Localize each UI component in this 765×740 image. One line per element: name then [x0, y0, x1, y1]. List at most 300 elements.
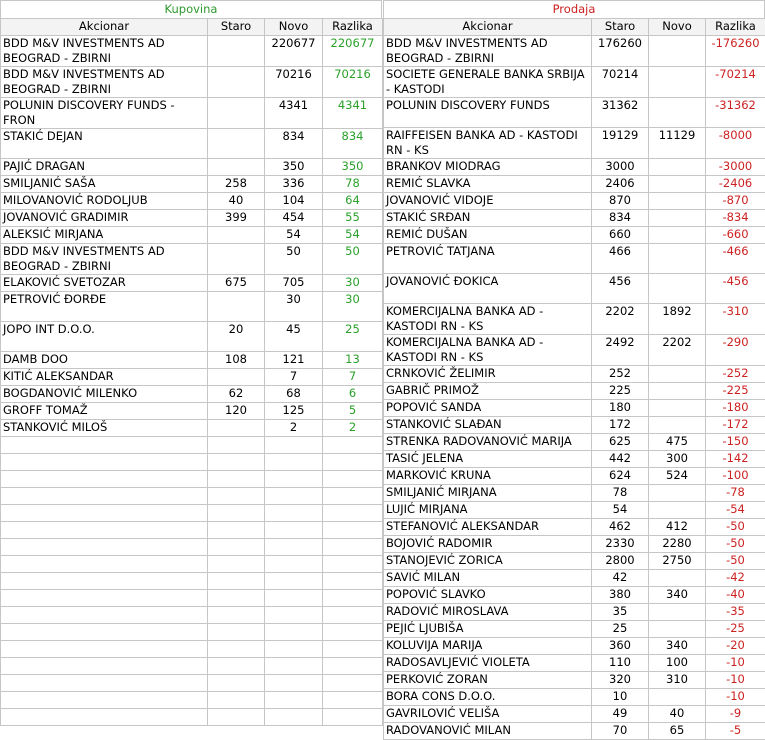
buy-cell-novo	[265, 539, 323, 556]
sell-table-row[interactable]	[384, 67, 765, 98]
buy-cell-staro	[208, 98, 265, 129]
sell-cell-novo: 300	[649, 451, 706, 468]
buy-col-akcionar[interactable]: Akcionar	[1, 19, 208, 36]
sell-cell-razlika: -150	[706, 434, 765, 451]
buy-cell-razlika	[323, 692, 383, 709]
buy-cell-novo	[265, 709, 323, 726]
sell-cell-novo: 65	[649, 723, 706, 740]
sell-cell-novo: 2750	[649, 553, 706, 570]
sell-cell-staro: 180	[592, 400, 649, 417]
buy-cell-staro	[208, 658, 265, 675]
buy-table-row[interactable]	[1, 590, 383, 607]
sell-cell-razlika: -10	[706, 689, 765, 706]
sell-cell-novo	[649, 98, 706, 128]
buy-table-row[interactable]	[1, 159, 383, 176]
buy-cell-novo: 70216	[265, 67, 323, 98]
sell-cell-akcionar: BOJOVIĆ RADOMIR	[384, 536, 592, 553]
buy-cell-novo	[265, 675, 323, 692]
buy-cell-akcionar: DAMB DOO	[1, 352, 208, 369]
buy-cell-akcionar	[1, 488, 208, 505]
buy-cell-novo: 350	[265, 159, 323, 176]
sell-table-row[interactable]	[384, 434, 765, 451]
sell-table-row[interactable]	[384, 36, 765, 67]
buy-cell-akcionar	[1, 658, 208, 675]
sell-cell-novo	[649, 193, 706, 210]
sell-cell-novo	[649, 176, 706, 193]
sell-cell-novo: 340	[649, 587, 706, 604]
sell-cell-staro: 31362	[592, 98, 649, 128]
buy-cell-novo	[265, 692, 323, 709]
sell-panel-title: Prodaja	[383, 0, 765, 18]
sell-table-row[interactable]	[384, 128, 765, 159]
buy-col-razlika[interactable]: Razlika	[323, 19, 383, 36]
sell-cell-novo	[649, 689, 706, 706]
sell-cell-akcionar: PETROVIĆ TATJANA	[384, 244, 592, 274]
sell-cell-akcionar: KOMERCIJALNA BANKA AD - KASTODI RN - KS	[384, 304, 592, 335]
sell-table	[383, 18, 765, 740]
sell-cell-staro: 466	[592, 244, 649, 274]
sell-cell-staro: 3000	[592, 159, 649, 176]
buy-cell-akcionar	[1, 573, 208, 590]
buy-table-row[interactable]	[1, 352, 383, 369]
sell-cell-akcionar: POPOVIĆ SLAVKO	[384, 587, 592, 604]
sell-col-razlika[interactable]: Razlika	[706, 19, 765, 36]
sell-cell-staro: 2406	[592, 176, 649, 193]
sell-table-row[interactable]	[384, 417, 765, 434]
buy-cell-staro	[208, 471, 265, 488]
sell-cell-staro: 25	[592, 621, 649, 638]
buy-cell-razlika	[323, 624, 383, 641]
buy-cell-akcionar: BDD M&V INVESTMENTS AD BEOGRAD - ZBIRNI	[1, 36, 208, 67]
buy-cell-razlika: 50	[323, 244, 383, 275]
buy-cell-staro	[208, 67, 265, 98]
buy-table-row[interactable]	[1, 210, 383, 227]
sell-cell-novo	[649, 244, 706, 274]
buy-cell-staro	[208, 36, 265, 67]
buy-table-row[interactable]	[1, 709, 383, 726]
buy-cell-staro	[208, 675, 265, 692]
buy-cell-staro	[208, 624, 265, 641]
buy-cell-staro	[208, 454, 265, 471]
buy-table-row[interactable]	[1, 275, 383, 292]
buy-cell-staro: 40	[208, 193, 265, 210]
buy-cell-staro: 258	[208, 176, 265, 193]
sell-cell-akcionar: PEJIĆ LJUBIŠA	[384, 621, 592, 638]
buy-table-row[interactable]	[1, 98, 383, 129]
sell-table-row[interactable]	[384, 485, 765, 502]
sell-cell-novo: 40	[649, 706, 706, 723]
sell-cell-novo	[649, 400, 706, 417]
buy-cell-razlika	[323, 658, 383, 675]
sell-cell-novo	[649, 485, 706, 502]
buy-cell-razlika	[323, 573, 383, 590]
buy-cell-razlika: 30	[323, 275, 383, 292]
buy-cell-novo	[265, 454, 323, 471]
buy-table-row[interactable]	[1, 292, 383, 322]
buy-cell-razlika: 2	[323, 420, 383, 437]
buy-table-row[interactable]	[1, 244, 383, 275]
buy-panel	[0, 0, 382, 726]
buy-cell-novo	[265, 573, 323, 590]
buy-cell-novo	[265, 488, 323, 505]
buy-cell-akcionar: GROFF TOMAŽ	[1, 403, 208, 420]
sell-cell-staro: 54	[592, 502, 649, 519]
sell-cell-staro: 462	[592, 519, 649, 536]
buy-cell-razlika: 13	[323, 352, 383, 369]
sell-cell-staro: 70	[592, 723, 649, 740]
buy-cell-novo: 705	[265, 275, 323, 292]
sell-cell-akcionar: BRANKOV MIODRAG	[384, 159, 592, 176]
buy-cell-razlika	[323, 675, 383, 692]
buy-table-row[interactable]	[1, 624, 383, 641]
buy-cell-novo: 220677	[265, 36, 323, 67]
buy-panel-title: Kupovina	[0, 0, 382, 18]
sell-cell-akcionar: CRNKOVIĆ ŽELIMIR	[384, 366, 592, 383]
buy-table-row[interactable]	[1, 193, 383, 210]
sell-table-row[interactable]	[384, 274, 765, 304]
sell-cell-novo: 100	[649, 655, 706, 672]
buy-cell-akcionar: BDD M&V INVESTMENTS AD BEOGRAD - ZBIRNI	[1, 67, 208, 98]
sell-cell-staro: 2202	[592, 304, 649, 335]
sell-cell-akcionar: GABRIČ PRIMOŽ	[384, 383, 592, 400]
buy-cell-akcionar: SMILJANIĆ SAŠA	[1, 176, 208, 193]
buy-cell-razlika	[323, 607, 383, 624]
sell-cell-novo: 310	[649, 672, 706, 689]
sell-table-row[interactable]	[384, 98, 765, 128]
sell-panel	[383, 0, 765, 740]
buy-cell-razlika: 30	[323, 292, 383, 322]
sell-table-row[interactable]	[384, 176, 765, 193]
buy-cell-novo: 45	[265, 322, 323, 352]
sell-cell-staro: 70214	[592, 67, 649, 98]
buy-cell-staro	[208, 692, 265, 709]
sell-cell-novo	[649, 570, 706, 587]
sell-cell-razlika: -252	[706, 366, 765, 383]
buy-cell-razlika: 350	[323, 159, 383, 176]
sell-table-row[interactable]	[384, 210, 765, 227]
sell-cell-akcionar: SAVIĆ MILAN	[384, 570, 592, 587]
buy-cell-akcionar: PETROVIĆ ĐORĐE	[1, 292, 208, 322]
buy-table-row[interactable]	[1, 658, 383, 675]
buy-cell-staro	[208, 244, 265, 275]
buy-table-row[interactable]	[1, 556, 383, 573]
buy-cell-staro	[208, 369, 265, 386]
sell-cell-razlika: -50	[706, 536, 765, 553]
sell-cell-razlika: -660	[706, 227, 765, 244]
sell-cell-akcionar: PERKOVIĆ ZORAN	[384, 672, 592, 689]
buy-table-row[interactable]	[1, 322, 383, 352]
sell-cell-razlika: -9	[706, 706, 765, 723]
sell-cell-staro: 110	[592, 655, 649, 672]
buy-cell-akcionar	[1, 437, 208, 454]
buy-cell-staro	[208, 488, 265, 505]
buy-cell-novo	[265, 505, 323, 522]
sell-table-row[interactable]	[384, 570, 765, 587]
buy-table-row[interactable]	[1, 129, 383, 159]
buy-cell-novo: 30	[265, 292, 323, 322]
sell-table-row[interactable]	[384, 689, 765, 706]
sell-cell-akcionar: RAIFFEISEN BANKA AD - KASTODI RN - KS	[384, 128, 592, 159]
sell-cell-novo: 2280	[649, 536, 706, 553]
sell-cell-razlika: -8000	[706, 128, 765, 159]
sell-cell-razlika: -70214	[706, 67, 765, 98]
buy-table-row[interactable]	[1, 386, 383, 403]
buy-cell-novo	[265, 590, 323, 607]
sell-cell-akcionar: STANKOVIĆ SLAĐAN	[384, 417, 592, 434]
buy-table-row[interactable]	[1, 471, 383, 488]
sell-cell-razlika: -10	[706, 655, 765, 672]
sell-cell-razlika: -3000	[706, 159, 765, 176]
buy-cell-razlika	[323, 471, 383, 488]
sell-cell-razlika: -290	[706, 335, 765, 366]
buy-cell-staro	[208, 437, 265, 454]
sell-table-row[interactable]	[384, 655, 765, 672]
sell-cell-staro: 19129	[592, 128, 649, 159]
buy-cell-akcionar	[1, 522, 208, 539]
buy-table-row[interactable]	[1, 675, 383, 692]
sell-cell-akcionar: RADOVIĆ MIROSLAVA	[384, 604, 592, 621]
sell-cell-novo: 475	[649, 434, 706, 451]
sell-cell-staro: 380	[592, 587, 649, 604]
buy-cell-staro	[208, 556, 265, 573]
sell-cell-akcionar: KOMERCIJALNA BANKA AD - KASTODI RN - KS	[384, 335, 592, 366]
buy-table-body	[1, 36, 383, 726]
sell-table-row[interactable]	[384, 553, 765, 570]
buy-cell-akcionar	[1, 641, 208, 658]
buy-cell-staro	[208, 159, 265, 176]
buy-table-row[interactable]	[1, 420, 383, 437]
buy-cell-razlika: 4341	[323, 98, 383, 129]
buy-table-row[interactable]	[1, 67, 383, 98]
sell-cell-akcionar: POLUNIN DISCOVERY FUNDS	[384, 98, 592, 128]
sell-table-row[interactable]	[384, 335, 765, 366]
sell-cell-akcionar: POPOVIĆ SANDA	[384, 400, 592, 417]
sell-table-row[interactable]	[384, 604, 765, 621]
sell-table-header	[384, 19, 765, 36]
buy-cell-akcionar: BDD M&V INVESTMENTS AD BEOGRAD - ZBIRNI	[1, 244, 208, 275]
buy-cell-novo: 4341	[265, 98, 323, 129]
sell-cell-razlika: -31362	[706, 98, 765, 128]
sell-table-row[interactable]	[384, 227, 765, 244]
buy-cell-akcionar: ELAKOVIĆ SVETOZAR	[1, 275, 208, 292]
sell-cell-akcionar: STEFANOVIĆ ALEKSANDAR	[384, 519, 592, 536]
sell-cell-razlika: -142	[706, 451, 765, 468]
sell-table-row[interactable]	[384, 638, 765, 655]
buy-cell-staro	[208, 420, 265, 437]
sell-cell-novo: 11129	[649, 128, 706, 159]
buy-cell-staro: 675	[208, 275, 265, 292]
buy-cell-akcionar	[1, 505, 208, 522]
sell-col-akcionar[interactable]: Akcionar	[384, 19, 592, 36]
sell-table-row[interactable]	[384, 304, 765, 335]
sell-cell-staro: 624	[592, 468, 649, 485]
buy-cell-akcionar	[1, 607, 208, 624]
buy-table-row[interactable]	[1, 36, 383, 67]
sell-table-row[interactable]	[384, 706, 765, 723]
sell-cell-razlika: -834	[706, 210, 765, 227]
sell-cell-razlika: -310	[706, 304, 765, 335]
sell-cell-novo	[649, 159, 706, 176]
sell-table-row[interactable]	[384, 723, 765, 740]
buy-cell-novo: 2	[265, 420, 323, 437]
sell-table-body	[384, 36, 765, 740]
sell-table-row[interactable]	[384, 400, 765, 417]
sell-cell-razlika: -20	[706, 638, 765, 655]
buy-table-row[interactable]	[1, 607, 383, 624]
sell-cell-novo	[649, 621, 706, 638]
buy-cell-razlika	[323, 454, 383, 471]
sell-cell-staro: 625	[592, 434, 649, 451]
buy-table-row[interactable]	[1, 369, 383, 386]
buy-cell-staro	[208, 129, 265, 159]
sell-cell-akcionar: MARKOVIĆ KRUNA	[384, 468, 592, 485]
buy-cell-staro: 120	[208, 403, 265, 420]
buy-col-staro[interactable]: Staro	[208, 19, 265, 36]
buy-col-novo[interactable]: Novo	[265, 19, 323, 36]
sell-cell-akcionar: KOLUVIJA MARIJA	[384, 638, 592, 655]
buy-cell-novo: 7	[265, 369, 323, 386]
sell-table-row[interactable]	[384, 587, 765, 604]
sell-cell-akcionar: RADOVANOVIĆ MILAN	[384, 723, 592, 740]
buy-table-row[interactable]	[1, 403, 383, 420]
buy-cell-razlika	[323, 539, 383, 556]
buy-cell-razlika	[323, 556, 383, 573]
sell-cell-akcionar: REMIĆ DUŠAN	[384, 227, 592, 244]
sell-cell-staro: 660	[592, 227, 649, 244]
buy-cell-akcionar: PAJIĆ DRAGAN	[1, 159, 208, 176]
buy-cell-novo: 336	[265, 176, 323, 193]
buy-cell-razlika: 54	[323, 227, 383, 244]
buy-cell-staro	[208, 505, 265, 522]
sell-cell-staro: 35	[592, 604, 649, 621]
buy-cell-razlika: 55	[323, 210, 383, 227]
sell-cell-akcionar: LUJIĆ MIRJANA	[384, 502, 592, 519]
buy-cell-akcionar	[1, 471, 208, 488]
buy-table-row[interactable]	[1, 539, 383, 556]
buy-cell-novo	[265, 641, 323, 658]
buy-cell-akcionar	[1, 454, 208, 471]
sell-cell-novo	[649, 210, 706, 227]
buy-cell-razlika: 78	[323, 176, 383, 193]
sell-cell-novo: 340	[649, 638, 706, 655]
sell-cell-staro: 252	[592, 366, 649, 383]
buy-cell-razlika: 70216	[323, 67, 383, 98]
sell-cell-akcionar: STAKIĆ SRĐAN	[384, 210, 592, 227]
buy-table-row[interactable]	[1, 522, 383, 539]
sell-cell-razlika: -5	[706, 723, 765, 740]
sell-cell-novo	[649, 417, 706, 434]
sell-cell-novo	[649, 274, 706, 304]
sell-cell-novo	[649, 502, 706, 519]
buy-table-row[interactable]	[1, 505, 383, 522]
buy-cell-akcionar: STANKOVIĆ MILOŠ	[1, 420, 208, 437]
sell-table-row[interactable]	[384, 502, 765, 519]
sell-cell-razlika: -54	[706, 502, 765, 519]
sell-table-row[interactable]	[384, 451, 765, 468]
buy-cell-staro: 62	[208, 386, 265, 403]
sell-table-row[interactable]	[384, 193, 765, 210]
buy-cell-razlika	[323, 522, 383, 539]
buy-table-row[interactable]	[1, 573, 383, 590]
buy-cell-razlika	[323, 590, 383, 607]
sell-col-staro[interactable]: Staro	[592, 19, 649, 36]
sell-cell-staro: 2492	[592, 335, 649, 366]
sell-cell-staro: 442	[592, 451, 649, 468]
buy-cell-staro	[208, 539, 265, 556]
buy-cell-staro	[208, 590, 265, 607]
sell-table-row[interactable]	[384, 621, 765, 638]
buy-table-row[interactable]	[1, 488, 383, 505]
sell-cell-novo	[649, 604, 706, 621]
buy-cell-akcionar: MILOVANOVIĆ RODOLJUB	[1, 193, 208, 210]
buy-cell-novo	[265, 437, 323, 454]
buy-cell-novo	[265, 607, 323, 624]
sell-table-row[interactable]	[384, 383, 765, 400]
sell-cell-akcionar: BORA CONS D.O.O.	[384, 689, 592, 706]
buy-cell-novo	[265, 658, 323, 675]
buy-cell-staro: 399	[208, 210, 265, 227]
buy-table-row[interactable]	[1, 692, 383, 709]
sell-col-novo[interactable]: Novo	[649, 19, 706, 36]
buy-cell-novo: 104	[265, 193, 323, 210]
sell-cell-akcionar: SOCIETE GENERALE BANKA SRBIJA - KASTODI	[384, 67, 592, 98]
sell-cell-razlika: -180	[706, 400, 765, 417]
sell-cell-razlika: -176260	[706, 36, 765, 67]
buy-cell-staro	[208, 709, 265, 726]
sell-cell-staro: 10	[592, 689, 649, 706]
sell-cell-novo	[649, 366, 706, 383]
sell-cell-razlika: -40	[706, 587, 765, 604]
buy-table-row[interactable]	[1, 227, 383, 244]
sell-cell-novo	[649, 36, 706, 67]
buy-table-row[interactable]	[1, 437, 383, 454]
buy-table-row[interactable]	[1, 454, 383, 471]
sell-table-row[interactable]	[384, 244, 765, 274]
sell-table-row[interactable]	[384, 366, 765, 383]
buy-cell-staro	[208, 292, 265, 322]
sell-cell-staro: 2330	[592, 536, 649, 553]
buy-table-row[interactable]	[1, 176, 383, 193]
buy-cell-novo: 454	[265, 210, 323, 227]
sell-table-row[interactable]	[384, 672, 765, 689]
sell-cell-razlika: -225	[706, 383, 765, 400]
buy-cell-akcionar: POLUNIN DISCOVERY FUNDS - FRON	[1, 98, 208, 129]
sell-cell-razlika: -466	[706, 244, 765, 274]
sell-table-row[interactable]	[384, 536, 765, 553]
sell-table-row[interactable]	[384, 519, 765, 536]
sell-cell-razlika: -50	[706, 519, 765, 536]
sell-cell-staro: 49	[592, 706, 649, 723]
sell-table-row[interactable]	[384, 468, 765, 485]
buy-cell-staro	[208, 522, 265, 539]
sell-table-row[interactable]	[384, 159, 765, 176]
buy-cell-akcionar: KITIĆ ALEKSANDAR	[1, 369, 208, 386]
sell-cell-staro: 870	[592, 193, 649, 210]
sell-cell-novo: 524	[649, 468, 706, 485]
sell-cell-razlika: -2406	[706, 176, 765, 193]
buy-table-row[interactable]	[1, 641, 383, 658]
buy-cell-akcionar	[1, 624, 208, 641]
buy-cell-akcionar	[1, 539, 208, 556]
buy-cell-novo: 50	[265, 244, 323, 275]
buy-table-header	[1, 19, 383, 36]
sell-cell-akcionar: REMIĆ SLAVKA	[384, 176, 592, 193]
sell-cell-akcionar: JOVANOVIĆ ĐOKICA	[384, 274, 592, 304]
sell-cell-razlika: -172	[706, 417, 765, 434]
sell-cell-staro: 456	[592, 274, 649, 304]
sell-cell-novo: 412	[649, 519, 706, 536]
buy-cell-razlika: 834	[323, 129, 383, 159]
